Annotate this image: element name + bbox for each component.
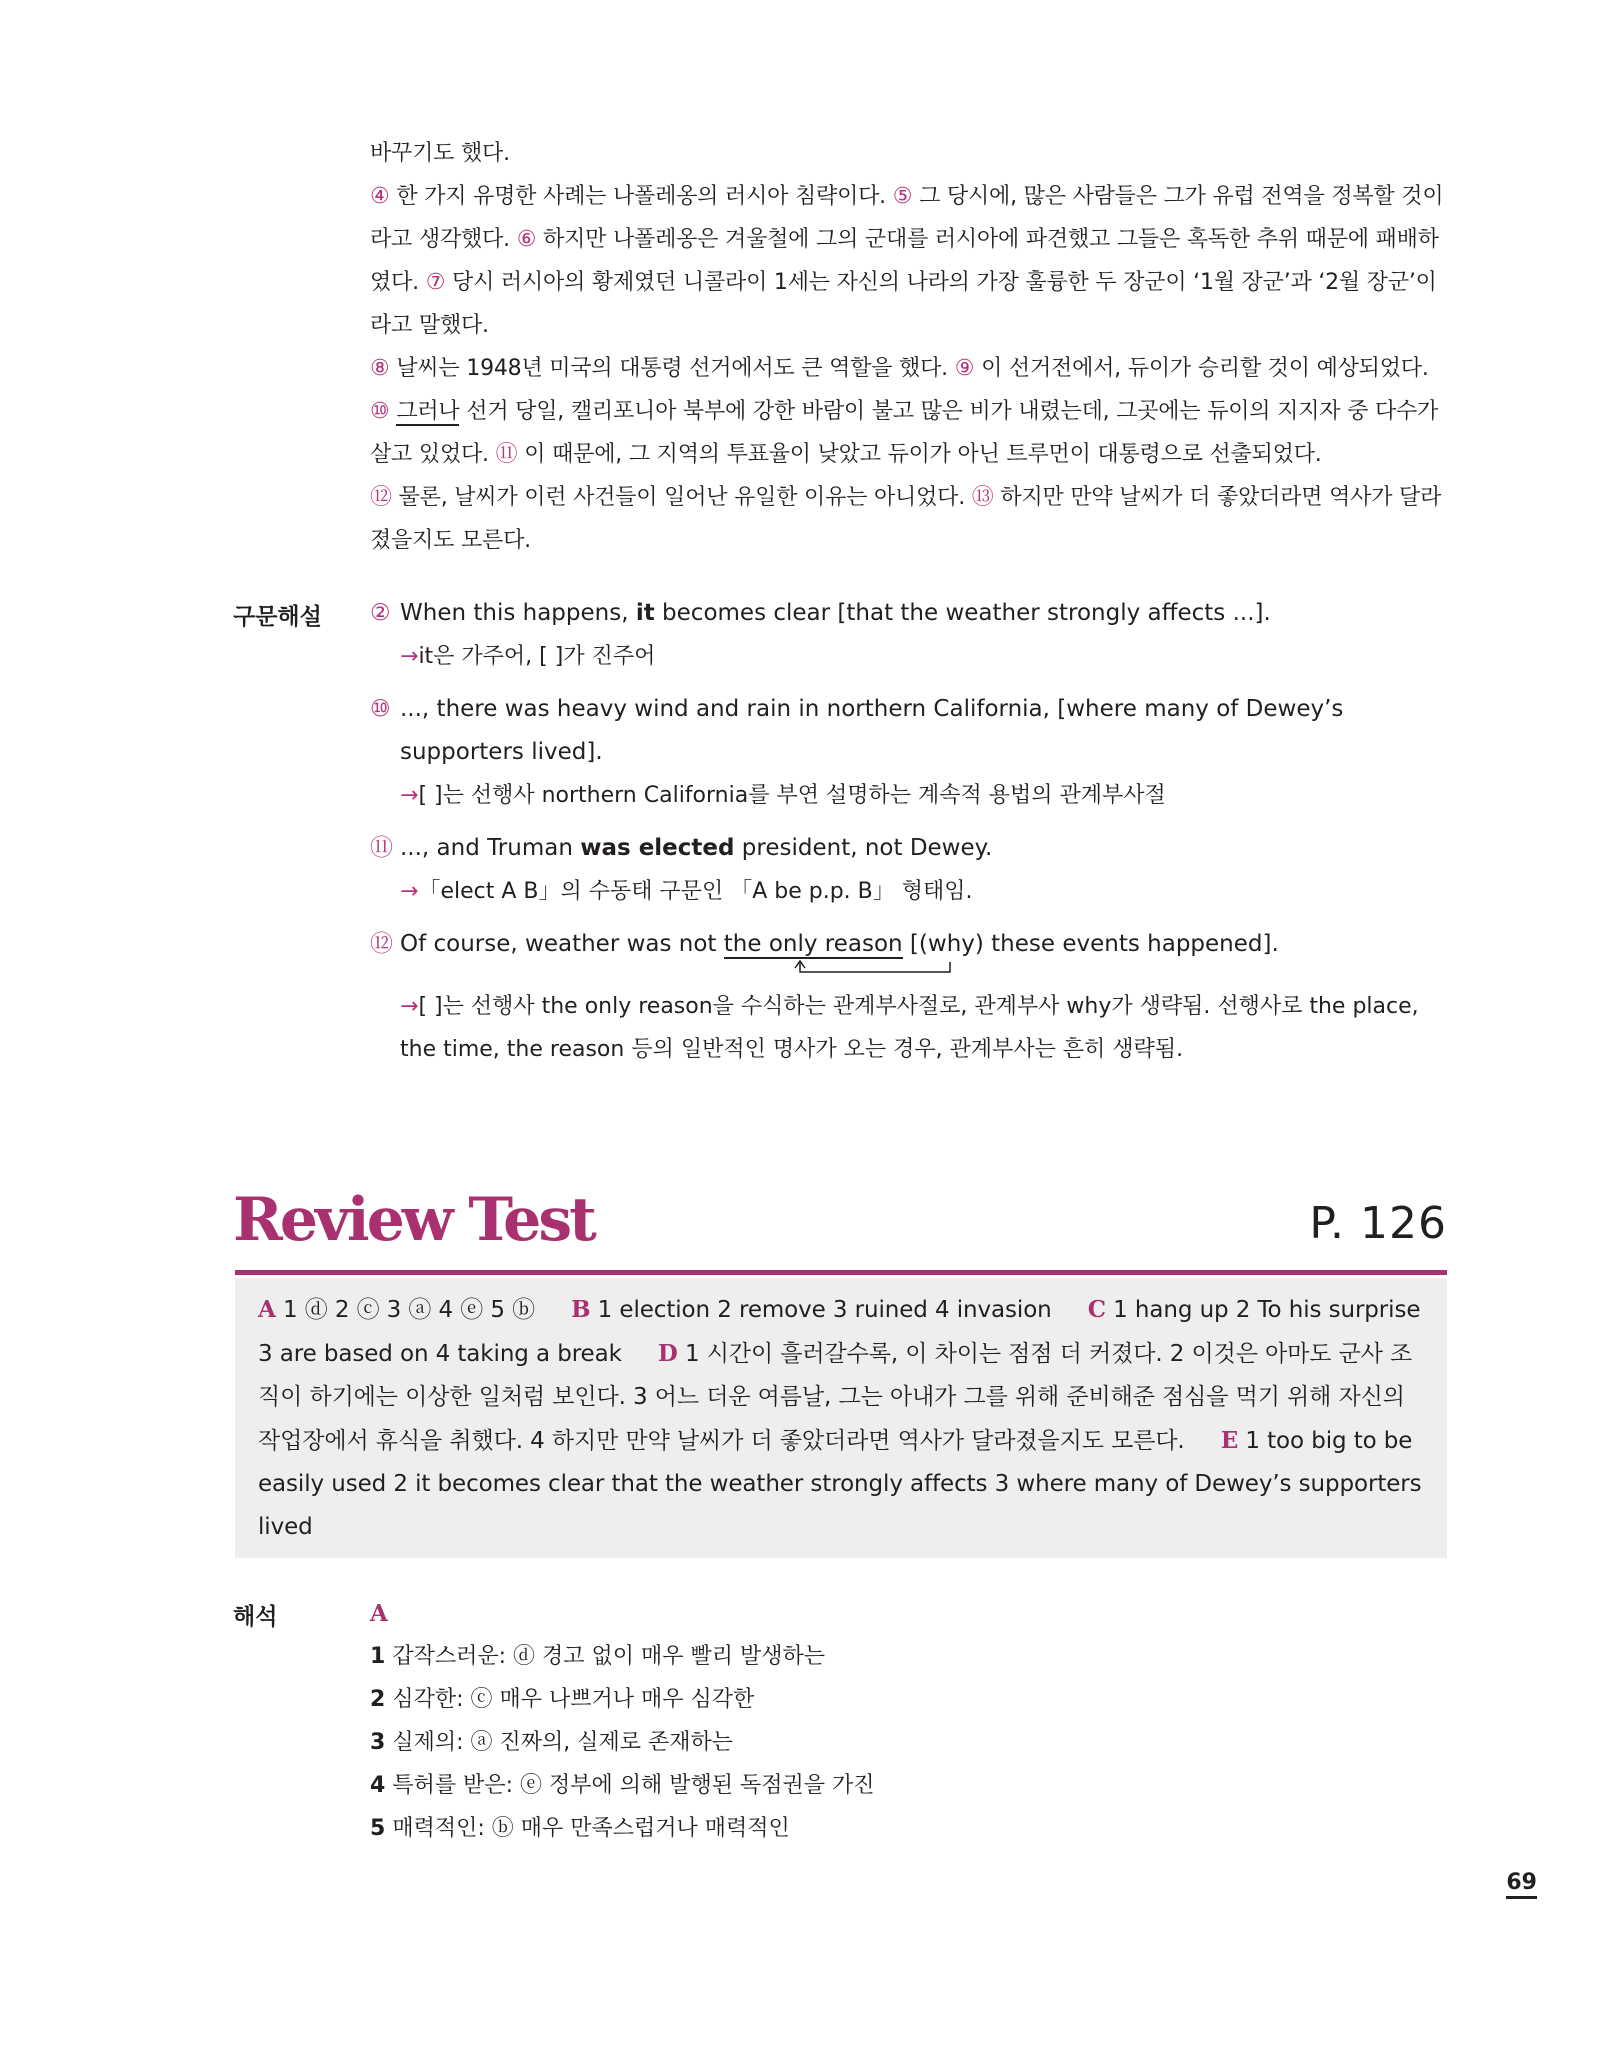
sentence-13: 하지만 만약 날씨가 더 좋았더라면 역사가 달라 졌을지도 모른다. xyxy=(370,485,1442,553)
item-text: 갑작스러운: ⓓ 경고 없이 매우 빨리 발생하는 xyxy=(392,1644,825,1669)
item-text: 실제의: ⓐ 진짜의, 실제로 존재하는 xyxy=(392,1730,733,1755)
grammar-sentence-10b: supporters lived]. xyxy=(400,739,603,765)
item-number: 2 xyxy=(370,1687,386,1712)
arrow-icon: → xyxy=(400,644,419,669)
antecedent-connector-icon xyxy=(790,960,960,978)
grammar-text: ..., and Truman xyxy=(400,835,581,861)
sentence-number-5: ⑤ xyxy=(892,184,913,209)
passage-paragraph-2 xyxy=(370,347,1450,476)
section-a-answers: 1 ⓓ 2 ⓒ 3 ⓐ 4 ⓔ 5 ⓑ xyxy=(282,1297,536,1323)
sentence-number-6: ⑥ xyxy=(516,227,537,252)
answer-text xyxy=(258,1288,1426,1549)
grammar-number-12: ⑫ xyxy=(370,931,393,957)
grammar-text: When this happens, xyxy=(400,600,636,626)
page-number: 69 xyxy=(1506,1870,1537,1899)
review-test-page: P. 126 xyxy=(1309,1198,1447,1249)
grammar-sentence-2 xyxy=(400,592,1271,635)
sentence-number-9: ⑨ xyxy=(954,356,975,381)
translation-line-3 xyxy=(370,1721,733,1764)
sentence-7: 당시 러시아의 황제였던 니콜라이 1세는 자신의 나라의 가장 훌륭한 두 장군이 ‘1월 장군’과 ‘2월 장군’이라고 말했다. xyxy=(370,270,1437,338)
grammar-note-2 xyxy=(400,635,655,678)
review-test-title: Review Test xyxy=(233,1185,594,1255)
section-b-answers: 1 election 2 remove 3 ruined 4 invasion xyxy=(597,1297,1052,1323)
sentence-number-4: ④ xyxy=(370,184,390,209)
translation-line-2 xyxy=(370,1678,754,1721)
grammar-sentence-11 xyxy=(400,827,992,870)
section-a-label: A xyxy=(258,1296,276,1323)
note-text: [ ]는 선행사 the only reason을 수식하는 관계부사절로, 관계부사 why가 생략됨. 선행사로 the place, xyxy=(418,994,1419,1019)
note-text: [ ]는 선행사 northern California를 부연 설명하는 계속적 용법의 관계부사절 xyxy=(418,783,1166,808)
translation-label: 해석 xyxy=(233,1604,278,1630)
sentence-number-13: ⑬ xyxy=(971,485,994,510)
grammar-text: Of course, weather was not xyxy=(400,931,724,957)
passage-paragraph-1 xyxy=(370,175,1450,347)
sentence-number-10: ⑩ xyxy=(370,399,390,424)
sentence-10: 선거 당일, 캘리포니아 북부에 강한 바람이 불고 많은 비가 내렸는데, 그곳에는 듀이의 지지자 중 다수가 살고 있었다. xyxy=(370,399,1439,467)
review-test-rule xyxy=(235,1270,1447,1275)
section-d-answers: 1 시간이 흘러갈수록, 이 차이는 점점 더 커졌다. 2 이것은 아마도 군사 조직이 하기에는 이상한 일처럼 보인다. 3 어느 더운 여름날, 그는 아내가 그를 위해 준비해준 점심을 먹기 위해 자신의 작업장에서 휴식을 취했다. 4 하지만 만약 날씨가 더 좋았더라면 역사가 달라졌을지도 모른다. xyxy=(258,1341,1413,1454)
sentence-4: 한 가지 유명한 사례는 나폴레옹의 러시아 침략이다. xyxy=(389,184,893,209)
grammar-text: [(why) these events happened]. xyxy=(902,931,1279,957)
passage-text: 바꾸기도 했다. xyxy=(370,141,510,166)
grammar-note-11 xyxy=(400,870,973,913)
translation-line-4 xyxy=(370,1764,874,1807)
note-text: it은 가주어, [ ]가 진주어 xyxy=(418,644,656,669)
item-text: 심각한: ⓒ 매우 나쁘거나 매우 심각한 xyxy=(392,1687,755,1712)
arrow-icon: → xyxy=(400,879,419,904)
item-number: 5 xyxy=(370,1816,386,1841)
grammar-note-10 xyxy=(400,774,1166,817)
sentence-number-8: ⑧ xyxy=(370,356,390,381)
item-text: 매력적인: ⓑ 매우 만족스럽거나 매력적인 xyxy=(392,1816,790,1841)
note-text: 「elect A B」의 수동태 구문인 「A be p.p. B」 형태임. xyxy=(418,879,973,904)
translation-section-a: A xyxy=(370,1600,388,1627)
grammar-bold: it xyxy=(635,600,655,626)
item-number: 1 xyxy=(370,1644,386,1669)
grammar-text: becomes clear [that the weather strongly affects ...]. xyxy=(654,600,1271,626)
item-number: 4 xyxy=(370,1773,386,1798)
grammar-sentence-10a: ..., there was heavy wind and rain in northern California, [where many of Dewey’s xyxy=(400,696,1344,722)
grammar-number-10: ⑩ xyxy=(370,696,391,722)
sentence-12: 물론, 날씨가 이런 사건들이 일어난 유일한 이유는 아니었다. xyxy=(391,485,972,510)
item-number: 3 xyxy=(370,1730,386,1755)
translation-line-1 xyxy=(370,1635,825,1678)
sentence-5: 그 당시에, 많은 사람들은 그가 유럽 전역을 정복할 것이 라고 생각했다. xyxy=(370,184,1444,252)
translation-line-5 xyxy=(370,1807,790,1850)
grammar-number-2: ② xyxy=(370,600,391,626)
passage-paragraph-3 xyxy=(370,476,1450,562)
section-d-label: D xyxy=(657,1340,678,1367)
arrow-icon: → xyxy=(400,783,419,808)
grammar-bold: was elected xyxy=(580,835,735,861)
section-b-label: B xyxy=(571,1296,591,1323)
passage-line-0 xyxy=(370,132,1450,175)
grammar-number-11: ⑪ xyxy=(370,835,393,861)
grammar-label: 구문해설 xyxy=(233,604,322,630)
antecedent-underline: the only reason xyxy=(723,931,903,957)
sentence-number-12: ⑫ xyxy=(370,485,392,510)
section-e-label: E xyxy=(1220,1427,1239,1454)
grammar-note-12a xyxy=(400,985,1419,1028)
section-c-label: C xyxy=(1087,1296,1106,1323)
sentence-number-7: ⑦ xyxy=(425,270,446,295)
section-c-answers: 1 hang up 2 To his surprise 3 are based on 4 taking a break xyxy=(258,1297,1421,1367)
arrow-icon: → xyxy=(400,994,419,1019)
sentence-11: 이 때문에, 그 지역의 투표율이 낮았고 듀이가 아닌 트루먼이 대통령으로 선출되었다. xyxy=(517,442,1322,467)
grammar-note-12b: the time, the reason 등의 일반적인 명사가 오는 경우, 관계부사는 흔히 생략됨. xyxy=(400,1037,1184,1062)
item-text: 특허를 받은: ⓔ 정부에 의해 발행된 독점권을 가진 xyxy=(392,1773,875,1798)
sentence-number-11: ⑪ xyxy=(495,442,518,467)
sentence-9: 이 선거전에서, 듀이가 승리할 것이 예상되었다. xyxy=(974,356,1429,381)
underlined-word: 그러나 xyxy=(396,399,460,424)
section-e-answers: 1 too big to be easily used 2 it becomes clear that the weather strongly affects 3 where many of Dewey’s supporters lived xyxy=(258,1428,1422,1540)
grammar-text: president, not Dewey. xyxy=(734,835,993,861)
sentence-8: 날씨는 1948년 미국의 대통령 선거에서도 큰 역할을 했다. xyxy=(389,356,955,381)
sentence-6: 하지만 나폴레옹은 겨울철에 그의 군대를 러시아에 파견했고 그들은 혹독한 추위 때문에 패배하였다. xyxy=(370,227,1439,295)
